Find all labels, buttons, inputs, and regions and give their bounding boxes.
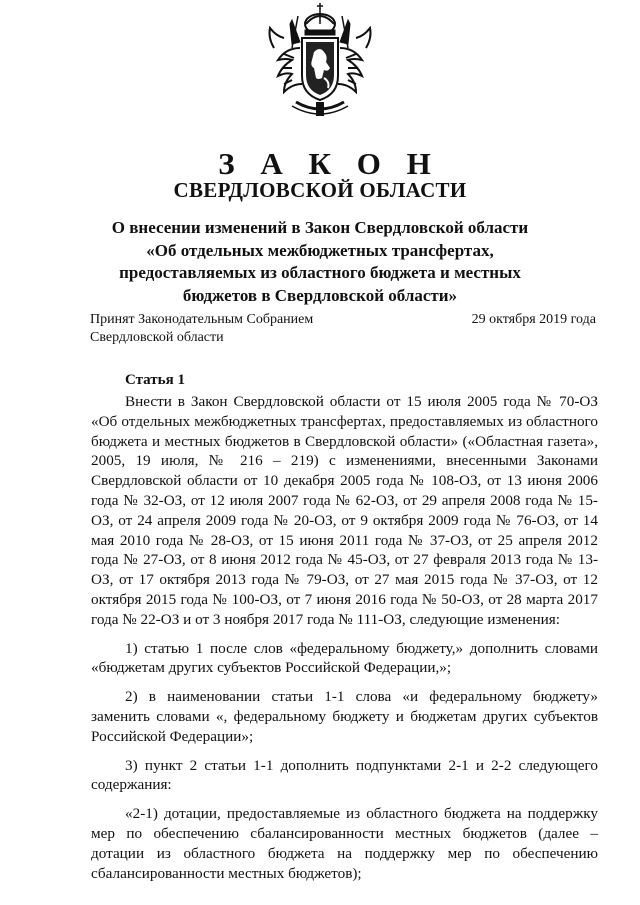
adopted-date: 29 октября 2019 года [471,312,596,327]
paragraph: 1) статью 1 после слов «федеральному бюджету,» дополнить словами «бюджетам других субъектов Российской Федерации,»; [91,639,598,677]
adopted-by-line: Свердловской области [90,330,224,345]
paragraph: 3) пункт 2 статьи 1-1 дополнить подпунктами 2-1 и 2-2 следующего содержания: [91,756,598,794]
region-title: СВЕРДЛОВСКОЙ ОБЛАСТИ [173,178,467,202]
coat-of-arms-icon [262,2,378,120]
law-subject [60,217,580,307]
paragraph: 2) в наименовании статьи 1-1 слова «и федеральному бюджету» заменить словами «, федеральному бюджету и бюджетам других субъектов Российской Федерации»; [91,688,598,745]
paragraph: «2-1) дотации, предоставляемые из областного бюджета на поддержку мер по обеспечению сбалансированности местных бюджетов (далее – дотации из областного бюджета на поддержку мер по обеспечению сбалансированности местных бюджетов); [91,805,598,882]
article-body [91,392,598,883]
subject-line: предоставляемых из областного бюджета и местных [119,263,521,282]
paragraph: Внести в Закон Свердловской области от 15 июля 2005 года № 70-ОЗ «Об отдельных межбюджетных трансфертах, предоставляемых из областного бюджета и местных бюджетов в Свердловской области» («Областная газета», 2005, 19 июля, № 216 – 219) с изменениями, внесенными Законами Свердловской области от 10 декабря 2005 года № 108-ОЗ, от 13 июня 2006 года № 32-ОЗ, от 12 июля 2007 года № 62-ОЗ, от 29 апреля 2008 года № 15-ОЗ, от 24 апреля 2009 года № 20-ОЗ, от 9 октября 2009 года № 76-ОЗ, от 14 мая 2010 года № 28-ОЗ, от 15 июня 2011 года № 37-ОЗ, от 25 апреля 2012 года № 27-ОЗ, от 8 июня 2012 года № 45-ОЗ, от 27 февраля 2013 года № 13-ОЗ, от 17 октября 2013 года № 79-ОЗ, от 27 мая 2015 года № 37-ОЗ, от 12 октября 2015 года № 100-ОЗ, от 7 июня 2016 года № 50-ОЗ, от 28 марта 2017 года № 22-ОЗ и от 3 ноября 2017 года № 111-ОЗ, следующие изменения: [91,393,598,628]
document-title: З А К О Н [218,146,440,181]
subject-line: «Об отдельных межбюджетных трансфертах, [146,240,494,260]
article-heading: Статья 1 [125,372,185,388]
adopted-by-line: Принят Законодательным Собранием [90,312,314,327]
subject-line: бюджетов в Свердловской области» [182,285,458,305]
adopted-by [90,311,313,347]
subject-line: О внесении изменений в Закон Свердловской области [111,218,529,237]
